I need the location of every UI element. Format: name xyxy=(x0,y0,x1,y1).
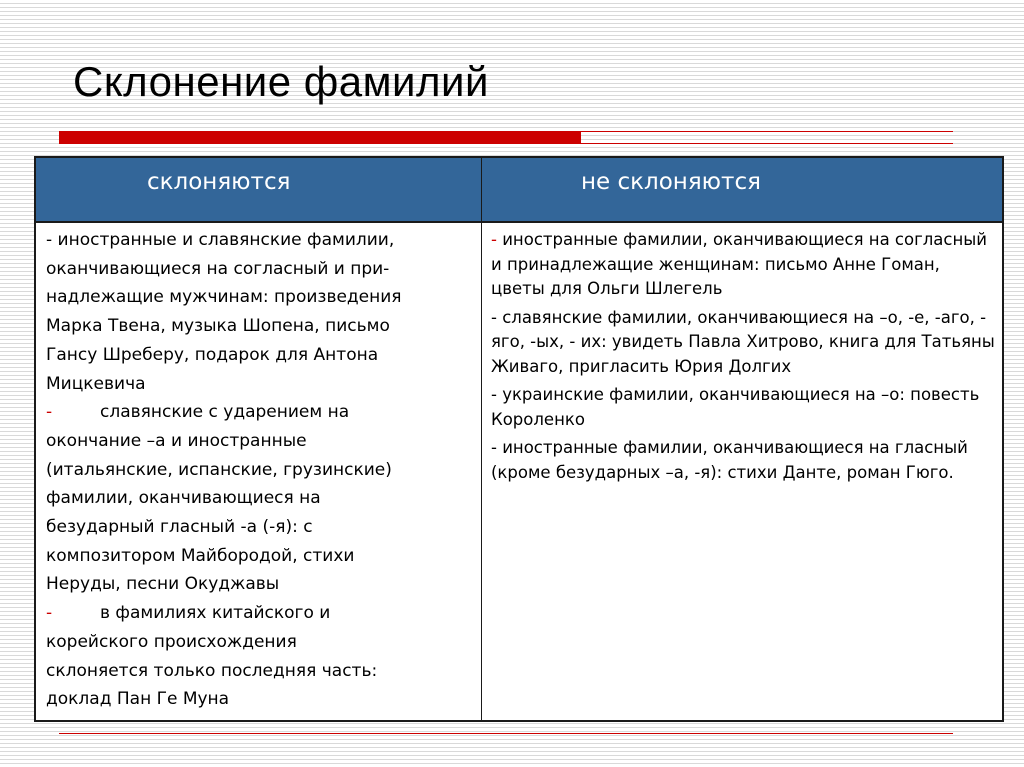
rule-item xyxy=(491,436,996,485)
text-line: корейского происхождения xyxy=(46,631,297,652)
text-line: - иностранные и славянские фамилии, xyxy=(46,230,395,250)
text-line-content: в фамилиях китайского и xyxy=(100,603,331,624)
rule-item xyxy=(491,306,996,380)
declension-table xyxy=(34,156,1004,722)
rule-item-text: иностранные фамилии, оканчивающиеся на согласный и принадлежащие женщинам: письмо Анне Гоман, цветы для Ольги Шлегель xyxy=(491,230,988,298)
bullet-dash: - xyxy=(491,230,497,249)
text-line: оканчивающиеся на согласный и при- xyxy=(46,258,390,279)
text-line: Мицкевича xyxy=(46,373,146,394)
text-line: композитором Майбородой, стихи xyxy=(46,545,355,566)
title-underline-line xyxy=(581,131,953,132)
header-declined xyxy=(36,158,482,221)
rule-item-text: - славянские фамилии, оканчивающиеся на –о, -е, -аго, - яго, -ых, - их: увидеть Павла Хитрово, книга для Татьяны Живаго, пригласить Юрия Долгих xyxy=(491,307,995,376)
title-underline-bar xyxy=(59,131,581,144)
text-line: Неруды, песни Окуджавы xyxy=(46,574,280,595)
text-line: Марка Твена, музыка Шопена, письмо xyxy=(46,316,390,337)
rule-item-text: - иностранные фамилии, оканчивающиеся на гласный (кроме безударных –а, -я): стихи Данте, роман Гюго. xyxy=(491,438,968,482)
text-line: надлежащие мужчинам: произведения xyxy=(46,287,402,308)
column-divider xyxy=(481,158,482,720)
text-line: (итальянские, испанские, грузинские) xyxy=(46,459,392,480)
declined-column xyxy=(46,226,471,714)
text-line: безударный гласный -а (-я): с xyxy=(46,517,313,538)
rule-item xyxy=(491,383,996,432)
text-line: склоняется только последняя часть: xyxy=(46,660,378,681)
text-line: окончание –а и иностранные xyxy=(46,430,307,451)
header-declined-label: склоняются xyxy=(147,169,291,195)
slide-title: Склонение фамилий xyxy=(73,58,489,105)
title-underline-line xyxy=(581,143,953,144)
text-line-content: славянские с ударением на xyxy=(100,402,350,423)
not-declined-column xyxy=(491,228,996,489)
text-line: доклад Пан Ге Муна xyxy=(46,689,230,710)
rule-item xyxy=(491,228,996,302)
text-line: фамилии, оканчивающиеся на xyxy=(46,488,321,509)
header-not-declined xyxy=(482,158,1002,221)
rule-item-text: - украинские фамилии, оканчивающиеся на –о: повесть Короленко xyxy=(491,385,980,429)
text-line xyxy=(46,398,471,427)
bullet-dash: - xyxy=(46,603,53,624)
bullet-dash: - xyxy=(46,402,53,423)
header-divider xyxy=(36,221,1002,223)
text-line xyxy=(46,599,471,628)
header-not-declined-label: не склоняются xyxy=(581,169,761,195)
text-line: Гансу Шреберу, подарок для Антона xyxy=(46,344,379,365)
footer-line xyxy=(59,733,953,734)
